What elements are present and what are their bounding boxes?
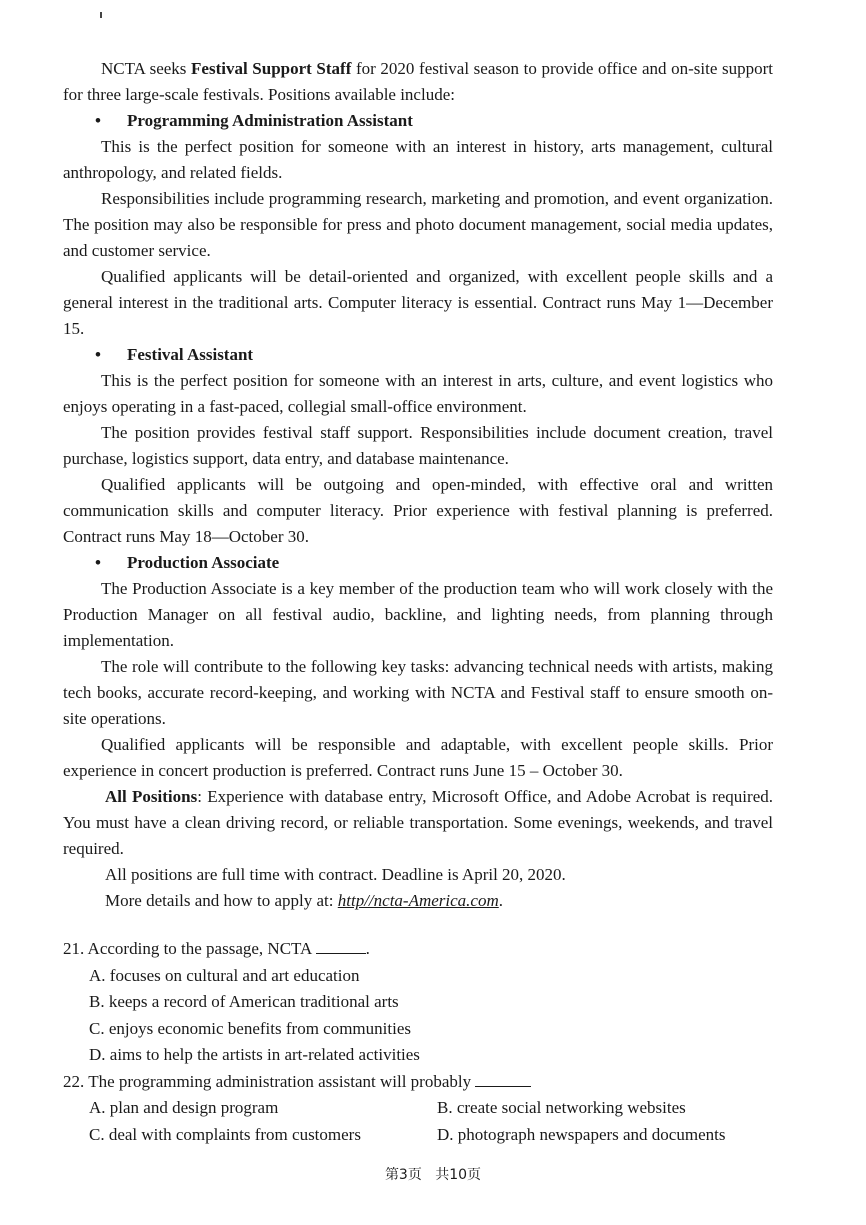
paragraph: Qualified applicants will be responsible and adaptable, with excellent people skills. Prior experience in concert production is preferred. Contract runs June 15 – October 30.	[63, 735, 773, 780]
paragraph: The role will contribute to the following key tasks: advancing technical needs with artists, making tech books, accurate record-keeping, and working with NCTA and Festival staff to ensure smooth on-site operations.	[63, 657, 773, 728]
answer-option-row	[63, 1095, 773, 1122]
answer-option-row	[63, 1122, 773, 1149]
more-details-text: More details and how to apply at:	[105, 891, 338, 910]
section-heading	[63, 342, 773, 368]
all-positions-label: All Positions	[105, 787, 198, 806]
page-number: 第3页	[384, 1167, 422, 1183]
answer-option[interactable]: D. aims to help the artists in art-related activities	[89, 1045, 420, 1064]
all-positions-paragraph	[63, 784, 773, 862]
question-stem-text: 21. According to the passage, NCTA	[63, 939, 312, 958]
section-heading	[63, 108, 773, 134]
total-pages: 共10页	[435, 1167, 482, 1183]
more-details-paragraph	[63, 888, 773, 914]
answer-option[interactable]: C. enjoys economic benefits from communities	[89, 1018, 411, 1038]
answer-blank	[316, 939, 366, 954]
answer-option[interactable]: A. focuses on cultural and art education	[89, 965, 360, 985]
scan-speck	[100, 12, 102, 18]
question-stem-text: 22. The programming administration assistant will probably	[63, 1071, 472, 1091]
paragraph: This is the perfect position for someone with an interest in history, arts management, cultural anthropology, and related fields.	[63, 137, 773, 182]
paragraph: Responsibilities include programming research, marketing and promotion, and event organization. The position may also be responsible for press and photo document management, social media updates, and customer service.	[63, 189, 773, 260]
question-stem	[63, 936, 773, 963]
answer-option[interactable]: B. create social networking websites	[437, 1098, 686, 1117]
intro-text-end: for 2020 festival season to provide office and on-site support for three large-scale festivals. Positions available include:	[63, 59, 773, 104]
section-heading-label: Programming Administration Assistant	[127, 111, 413, 130]
intro-text-start: NCTA seeks	[101, 59, 192, 78]
answer-option[interactable]: D. photograph newspapers and documents	[437, 1124, 726, 1144]
page-footer	[0, 1164, 866, 1184]
paragraph: The position provides festival staff support. Responsibilities include document creation, travel purchase, logistics support, data entry, and database maintenance.	[63, 423, 773, 468]
answer-option[interactable]: C. deal with complaints from customers	[89, 1124, 361, 1144]
answer-option[interactable]: B. keeps a record of American traditional arts	[89, 992, 399, 1011]
paragraph: The Production Associate is a key member of the production team who will work closely with the Production Manager on all festival audio, backline, and lighting needs, from planning through implementation.	[63, 579, 773, 650]
answer-option[interactable]: A. plan and design program	[89, 1098, 279, 1117]
bullet-icon: •	[95, 553, 101, 572]
paragraph: Qualified applicants will be detail-oriented and organized, with excellent people skills and a general interest in the traditional arts. Computer literacy is essential. Contract runs May 1—December 15.	[63, 267, 773, 338]
full-time-paragraph: All positions are full time with contract. Deadline is April 20, 2020.	[105, 865, 566, 884]
link-suffix: .	[498, 891, 504, 910]
bullet-icon: •	[95, 345, 101, 364]
answer-blank	[475, 1072, 531, 1087]
section-heading-label: Festival Assistant	[127, 345, 254, 364]
question-stem-suffix: .	[365, 939, 370, 958]
intro-paragraph	[63, 56, 773, 108]
all-positions-text: : Experience with database entry, Microsoft Office, and Adobe Acrobat is required. You must have a clean driving record, or reliable transportation. Some evenings, weekends, and travel required.	[63, 787, 773, 858]
questions	[63, 936, 773, 1148]
bullet-icon: •	[95, 111, 101, 130]
paragraph: Qualified applicants will be outgoing and open-minded, with effective oral and written communication skills and computer literacy. Prior experience with festival planning is preferred. Contract runs May 18—October 30.	[63, 475, 773, 546]
question-stem	[63, 1069, 773, 1096]
section-heading	[63, 550, 773, 576]
passage	[63, 56, 773, 914]
apply-link[interactable]: http//ncta-America.com	[337, 891, 499, 910]
paragraph: This is the perfect position for someone with an interest in arts, culture, and event logistics who enjoys operating in a fast-paced, collegial small-office environment.	[63, 371, 773, 416]
section-heading-label: Production Associate	[127, 553, 280, 572]
intro-bold-text: Festival Support Staff	[191, 59, 352, 78]
